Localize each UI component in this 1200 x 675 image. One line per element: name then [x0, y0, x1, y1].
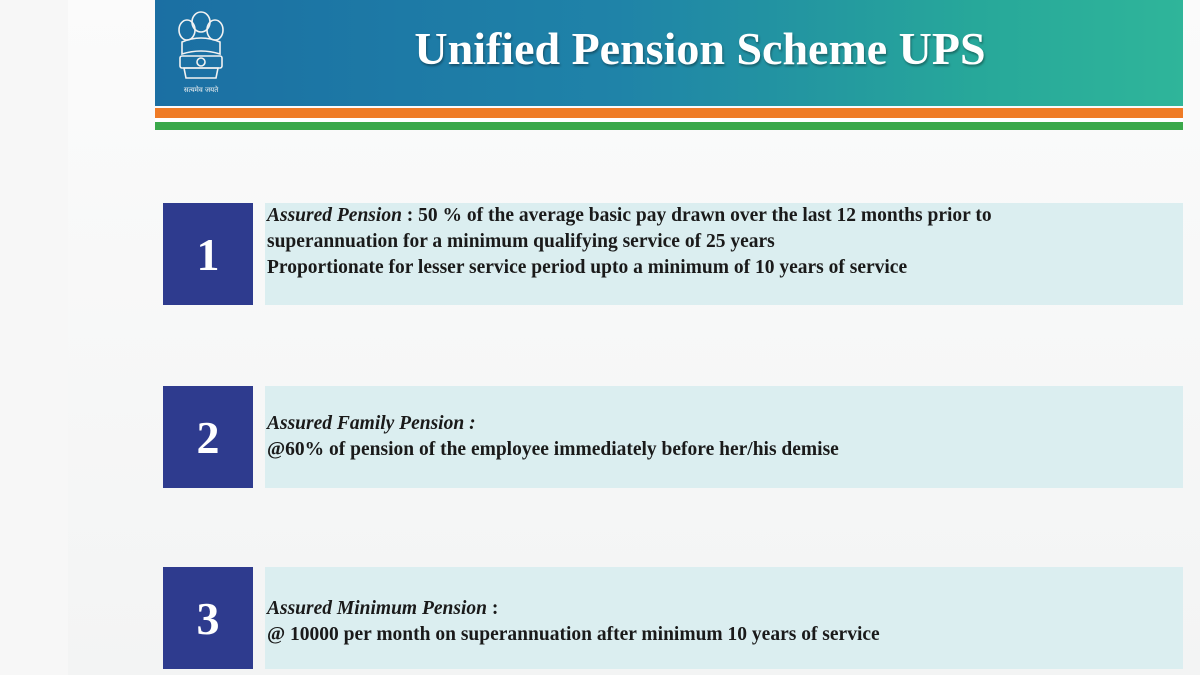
- item-line-text: 50 % of the average basic pay drawn over the last 12 months prior to: [418, 205, 992, 226]
- item-text-box: [265, 386, 1183, 488]
- item-line: Proportionate for lesser service period upto a minimum of 10 years of service: [267, 257, 908, 278]
- left-margin: [0, 0, 68, 675]
- green-stripe: [155, 122, 1183, 130]
- item-line: [267, 596, 1183, 622]
- emblem-caption: सत्यमेव जयते: [183, 86, 219, 94]
- item-number-box: 1: [163, 203, 253, 305]
- item-number-box: 3: [163, 567, 253, 669]
- item-line: superannuation for a minimum qualifying service of 25 years: [267, 231, 775, 252]
- item-text-box: [265, 203, 1183, 305]
- saffron-stripe: [155, 108, 1183, 118]
- item-heading: Assured Family Pension: [267, 413, 465, 434]
- item-line: [267, 411, 1183, 437]
- item-line: @ 10000 per month on superannuation after minimum 10 years of service: [267, 624, 880, 645]
- item-heading: Assured Pension: [267, 205, 402, 226]
- item-separator: :: [486, 598, 499, 619]
- item-heading: Assured Minimum Pension: [267, 598, 487, 619]
- national-emblem-icon: [170, 6, 232, 98]
- page-title: Unified Pension Scheme UPS: [414, 23, 986, 74]
- item-text-box: [265, 567, 1183, 669]
- item-line: [267, 203, 1183, 229]
- item-separator: :: [464, 413, 476, 434]
- item-line: @60% of pension of the employee immediately before her/his demise: [267, 439, 839, 460]
- item-separator: :: [401, 205, 419, 226]
- item-number-box: 2: [163, 386, 253, 488]
